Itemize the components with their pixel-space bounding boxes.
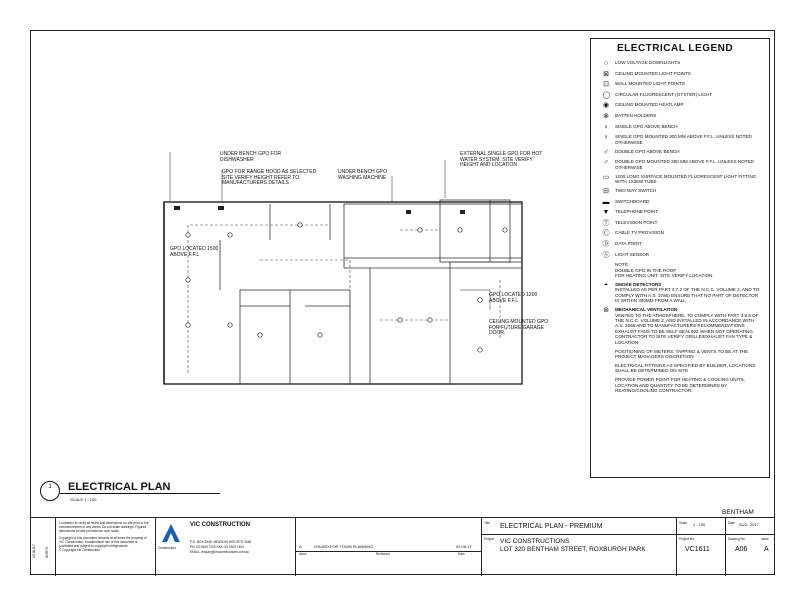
annot-hotwater: EXTERNAL SINGLE GPO FOR HOT WATER SYSTEM. SITE VERIFY HEIGHT AND LOCATION — [460, 151, 543, 169]
legend-item — [597, 241, 763, 248]
annot-dishwasher: UNDER BENCH GPO FOR DISHWASHER — [220, 151, 282, 163]
house-name: BENTHAM — [722, 509, 754, 516]
legend-item-label: LIGHT SENSOR — [615, 251, 650, 257]
garage — [450, 262, 522, 384]
revision-date: 02.08.17 — [456, 544, 472, 549]
plan-title-underline — [60, 493, 220, 494]
legend-item — [597, 124, 763, 131]
legend-item-label: TELEPHONE POINT — [615, 209, 659, 215]
annot-gpo1500: GPO LOCATED 1500 ABOVE F.F.L — [170, 246, 219, 258]
project-line2: LOT 320 BENTHAM STREET, ROXBURGH PARK — [500, 546, 646, 553]
legend-item-label: CEILING MOUNTED LIGHT POINTS — [615, 70, 691, 76]
legend-item — [597, 60, 763, 67]
legend-item — [597, 230, 763, 237]
legend-item — [597, 252, 763, 259]
annot-rangehood: GPO FOR RANGE HOOD AS SELECTED SITE VERIFY HEIGHT REFER TO MANUFACTURERS DETAILS — [222, 169, 317, 187]
legend-item — [597, 209, 763, 216]
smoke-title: SMOKE DETECTORS — [615, 281, 662, 287]
single-gpo-icon: ♀ — [603, 134, 609, 142]
legend-item — [597, 102, 763, 109]
scale-label: Scale — [679, 521, 687, 525]
legend-note — [615, 262, 763, 279]
floor-plan — [160, 140, 580, 390]
drawing-no-value: A06 — [735, 546, 748, 553]
outer-wall — [164, 202, 522, 384]
legend-para-meters: POSITIONING OF METERS, TAPPING & VENTS TO BE AT THE PROJECT MANAGERS DISCRETION — [615, 348, 749, 360]
date-value: AUG. 2017 — [739, 522, 759, 527]
legend-item-label: DOUBLE GPO ABOVE BENCH — [615, 148, 680, 154]
drawing-title: ELECTRICAL PLAN - PREMIUM — [500, 523, 603, 530]
annot-garage: CEILING MOUNTED GPO FOR FUTURE GARAGE DOOR. — [489, 319, 549, 337]
legend-item — [597, 71, 763, 78]
company-address: P.O. BOX 3346, MEADOW HEIGHTS 3048 — [190, 540, 252, 544]
legend-item-label: SWITCHBOARD — [615, 198, 650, 204]
double-gpo-icon: ♂ — [603, 159, 609, 167]
circle-icon: ○ — [603, 60, 609, 67]
annot-gpo1200: GPO LOCATED 1200 ABOVE F.F.L — [489, 292, 538, 304]
legend-item — [597, 113, 763, 120]
switchboard-icon: ▬ — [602, 198, 610, 206]
date-label: Date — [728, 521, 735, 525]
legend-smoke — [597, 282, 763, 304]
bedroom-block — [240, 290, 350, 384]
heatlamp-icon: ◉ — [602, 102, 610, 110]
double-gpo-bench-icon: ♂ — [603, 148, 609, 156]
light-sensor-icon: Ⓢ — [602, 251, 610, 259]
disclaimer-text: Contractor to verify all levels and dimensions on site prior to the commencement of any works. Do not scale drawings. Figured dimensions to take precedence over scale. — [59, 521, 149, 533]
legend-item — [597, 81, 763, 88]
ceiling-point-icon: ⊠ — [603, 70, 609, 78]
legend-item — [597, 92, 763, 99]
side-text: AS BUILT — [32, 544, 36, 558]
copyright-mark: © Copyright Vic Construction — [59, 548, 100, 552]
exhaust-fan-icon: ⊛ — [603, 307, 609, 315]
legend-item-label: WALL MOUNTED LIGHT POINTS — [615, 81, 685, 87]
logo-text: Construction — [158, 546, 176, 550]
mech-title: MECHANICAL VENTILATION — [615, 307, 678, 313]
meta-cell — [677, 518, 775, 576]
project-label: Project — [484, 537, 494, 541]
cable-tv-icon: Ⓒ — [602, 230, 610, 238]
scale-value: 1 : 100 — [693, 522, 706, 527]
project-no-label: Project No. — [679, 537, 695, 541]
title-label: Title — [484, 521, 490, 525]
title-block — [30, 517, 775, 576]
side-strip — [30, 518, 56, 576]
legend-item-label: 1200 LONG SURFACE MOUNTED FLUORESCENT LIGHT FITTING WITH 1X36W TUBE — [615, 173, 757, 184]
legend-item — [597, 188, 763, 195]
annot-washing: UNDER BENCH GPO WASHING MACHINE — [338, 169, 388, 181]
legend-item-label: SINGLE GPO MOUNTED 300 MM ABOVE F.F.L. UNLESS NOTED OTHERWISE — [615, 134, 752, 145]
plan-scale: SCALE 1 : 100 — [70, 497, 97, 502]
company-phone: PH: 03 9309 7200 FAX: 03 9309 7400 — [190, 545, 244, 549]
legend-item-label: LOW VOLTAGE DOWNLIGHTS — [615, 60, 681, 65]
legend-item-label: CEILING MOUNTED HEATLAMP — [615, 102, 684, 108]
copyright-text: Copyright of this document remains at all times the property of VIC Construction. Unauthorised use of this document is prohibited and subject to copyright infringements. — [59, 536, 147, 548]
legend-item-label: TWO WAY SWITCH — [615, 187, 657, 193]
issue-value: A — [764, 546, 769, 553]
revision-letter: A — [299, 544, 302, 549]
television-point-icon: Ⓣ — [602, 219, 610, 227]
legend-item — [597, 174, 763, 185]
vic-logo-icon — [160, 522, 182, 544]
issue-label: Issue — [761, 537, 769, 541]
company-name: VIC CONSTRUCTION — [190, 522, 250, 528]
electrical-legend — [590, 38, 770, 478]
legend-item-label: CIRCULAR FLUORESCENT (OYSTER) LIGHT — [615, 91, 712, 97]
oyster-light-icon: ◯ — [602, 91, 611, 99]
plan-number-circle: 1 — [40, 481, 60, 501]
two-way-switch-icon: ⊟ — [603, 187, 609, 195]
legend-note-line: NOTE: — [615, 262, 630, 268]
legend-item — [597, 199, 763, 206]
legend-item — [597, 159, 763, 170]
fluorescent-icon: ▭ — [602, 173, 610, 181]
wall-point-icon: ⊡ — [603, 81, 609, 89]
legend-item-label: CABLE TV PROVISION — [615, 230, 664, 236]
revision-description: ISSUED FOR TOWN PLANNING — [314, 544, 374, 549]
north-arrow-label: NORTH — [45, 546, 49, 558]
wet-areas — [344, 204, 522, 258]
telephone-point-icon: ▼ — [602, 209, 610, 217]
legend-item-label: BATTEN HOLDERS — [615, 112, 657, 118]
legend-mech — [597, 307, 763, 345]
legend-note-line: FOR HEATING UNIT. SITE VERIFY LOCATION — [615, 273, 713, 279]
disclaimer-cell — [56, 518, 156, 576]
legend-para-fittings: ELECTRICAL FITTINGS AS SPECIFIED BY BUILDER, LOCATIONS SHALL BE DETERMINED ON SITE — [615, 362, 756, 374]
header-date: Date — [458, 552, 465, 556]
legend-item-label: DATA POINT — [615, 240, 642, 246]
revisions-cell — [296, 518, 482, 576]
mech-text: VENTED TO THE ATMOSPHERE, TO COMPLY WITH PART 3.8.5 OF THE N.C.C. VOLUME 2, AND INSTALLED IN ACCORDANCE WITH A.S. 1668 AND TO MANUFACTURERS RECOMMENDATIONS EXHAUST FANS TO BE SELF SEALING WHEN NOT OPERATING CONTRACTOR TO SITE VERIFY GRILLE/EXHAUST FAN TYPE & LOCATION — [615, 312, 759, 345]
company-email: EMAIL: enquiry@vicconstructions.com.au — [190, 550, 250, 554]
legend-item-label: DOUBLE GPO MOUNTED 300 MM ABOVE F.F.L. UNLESS NOTED OTHERWISE — [615, 159, 754, 170]
smoke-text: INSTALLED AS PER PART 3.7.2 OF THE N.C.C. VOLUME 2, AND TO COMPLY WITH A.S. 3786) ENSURE THAT NO PART OF DETECTOR IS WITHIN 300MM FROM A WALL — [615, 287, 760, 304]
single-gpo-bench-icon: ♀ — [603, 123, 609, 131]
header-revisions: Revisions — [376, 552, 390, 556]
batten-holder-icon: ⊗ — [603, 112, 609, 120]
bathroom — [440, 200, 510, 262]
legend-note-line: DOUBLE GPO IN THE ROOF — [615, 267, 677, 273]
data-point-icon: Ⓓ — [602, 240, 610, 248]
legend-item-label: SINGLE GPO ABOVE BENCH — [615, 123, 678, 129]
drawing-no-label: Drawing No. — [728, 537, 746, 541]
project-line1: VIC CONSTRUCTIONS — [500, 538, 570, 545]
legend-item-label: TELEVISION POINT — [615, 219, 658, 225]
legend-item — [597, 220, 763, 227]
legend-item — [597, 134, 763, 145]
legend-para-heating: PROVIDE POWER POINT FOR HEATING & COOLING UNITS, LOCATION AND QUANTITY TO BE DETERMINED BY HEATING/COOLING CONTRACTOR. — [615, 376, 745, 394]
title-cell — [482, 518, 677, 576]
plan-name: ELECTRICAL PLAN — [68, 481, 171, 493]
project-no-value: VC1611 — [685, 546, 710, 553]
company-cell — [156, 518, 296, 576]
legend-title: ELECTRICAL LEGEND — [617, 43, 734, 54]
header-issue: Issue — [299, 552, 307, 556]
legend-items — [597, 60, 763, 259]
legend-item — [597, 149, 763, 156]
smoke-detector-icon: ◓ — [603, 281, 609, 289]
